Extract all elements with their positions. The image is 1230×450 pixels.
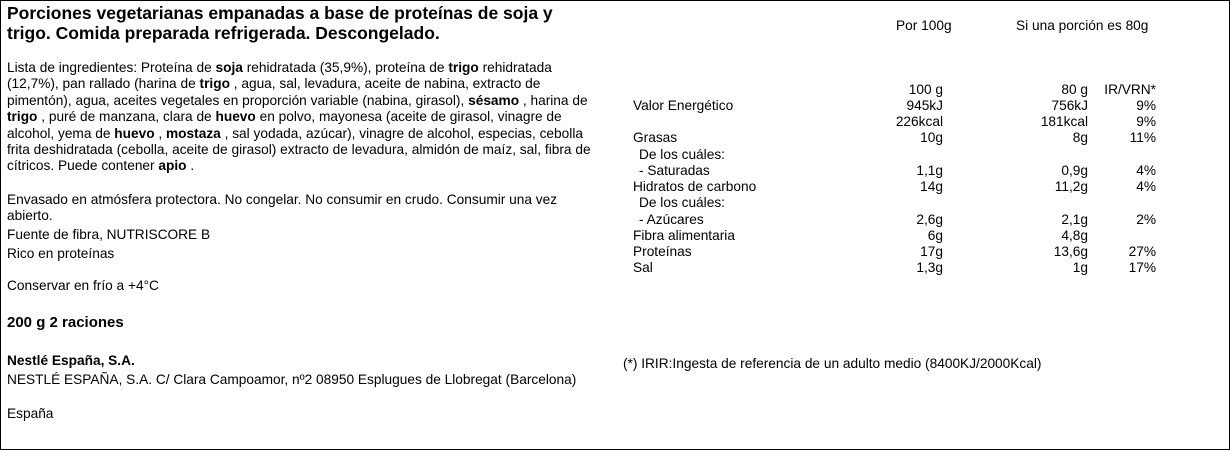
allergen-mostaza: mostaza	[166, 125, 221, 141]
nutrient-percent-ir: 4%	[1136, 179, 1156, 194]
allergen-huevo: huevo	[114, 125, 155, 141]
nutrient-value-80g: 8g	[1072, 130, 1088, 145]
nutrition-header-portion: Si una porción es 80g	[1016, 18, 1149, 33]
ingredients-text: Proteína de	[140, 60, 216, 75]
nutrition-subheader-80g: 80 g	[1061, 82, 1088, 97]
nutrient-percent-ir: 17%	[1128, 260, 1156, 275]
nutrient-value-100g: 17g	[920, 244, 943, 259]
product-title-line-2: trigo. Comida preparada refrigerada. Descongelado.	[7, 23, 440, 43]
nutrient-label: Sal	[633, 260, 653, 275]
nutrient-value-100g: 2,6g	[916, 212, 943, 227]
nutrient-value-80g: 11,2g	[1054, 179, 1088, 194]
allergen-huevo: huevo	[215, 109, 256, 125]
nutrient-percent-ir: 4%	[1136, 163, 1156, 178]
nutrient-value-80g: 756kJ	[1051, 98, 1088, 113]
allergen-soja: soja	[215, 60, 243, 75]
ingredients-list	[7, 60, 607, 175]
country-of-origin: España	[7, 406, 54, 421]
allergen-sesamo: sésamo	[468, 92, 520, 108]
nutrient-value-80g: 181kcal	[1040, 114, 1088, 129]
nutrition-subheader-100g: 100 g	[908, 82, 943, 97]
nutrient-value-80g: 4,8g	[1061, 228, 1088, 243]
allergen-trigo: trigo	[7, 109, 38, 125]
nutrient-value-80g: 2,1g	[1061, 212, 1088, 227]
allergen-trigo: trigo	[199, 76, 230, 92]
company-address: NESTLÉ ESPAÑA, S.A. C/ Clara Campoamor, nº2 08950 Esplugues de Llobregat (Barcelona)	[7, 372, 577, 387]
nutrient-value-100g: 945kJ	[906, 98, 943, 113]
ingredients-label: Lista de ingredientes:	[7, 60, 141, 75]
storage-line-2: abierto.	[7, 208, 53, 223]
ingredients-text: rehidratada (35,9%), proteína de	[242, 60, 449, 75]
nutrition-subheader-irvrn: IR/VRN*	[1104, 82, 1156, 97]
nutrient-percent-ir: 2%	[1136, 212, 1156, 227]
nutrient-value-100g: 10g	[920, 130, 943, 145]
nutrient-value-100g: 226kcal	[895, 114, 943, 129]
allergen-apio: apio	[158, 158, 187, 174]
nutrient-label: De los cuáles:	[639, 195, 725, 210]
ingredients-text: , harina de	[519, 92, 588, 108]
ingredients-text: rehidratada (12,7%), pan rallado (harina de	[7, 60, 552, 92]
protein-claim: Rico en proteínas	[7, 246, 115, 261]
nutrient-value-100g: 1,1g	[916, 163, 943, 178]
ingredients-text: en polvo, mayonesa (aceite de girasol, vinagre de alcohol, yema de	[7, 109, 562, 141]
allergen-trigo: trigo	[448, 60, 479, 75]
nutrient-percent-ir: 9%	[1136, 98, 1156, 113]
nutrient-label: - Saturadas	[639, 163, 710, 178]
ingredients-text: , puré de manzana, clara de	[37, 109, 216, 125]
storage-line-1: Envasado en atmósfera protectora. No congelar. No consumir en crudo. Consumir una vez	[7, 192, 558, 207]
nutrient-percent-ir: 11%	[1129, 130, 1156, 145]
nutrient-percent-ir: 27%	[1128, 244, 1156, 259]
nutrient-value-80g: 13,6g	[1053, 244, 1088, 259]
ingredients-text: , sal yodada, azúcar), vinagre de alcohol, especias, cebolla frita deshidratada (cebolla, aceite de girasol) extracto de levadura, almidón de maíz, sal, fibra de cítricos. Puede contener	[7, 125, 591, 174]
nutrient-value-100g: 14g	[920, 179, 943, 194]
conservation-instruction: Conservar en frío a +4°C	[7, 278, 159, 293]
ingredients-text: ,	[154, 125, 167, 141]
nutrient-label: Valor Energético	[633, 98, 734, 113]
nutrition-footnote: (*) IRIR:Ingesta de referencia de un adulto medio (8400KJ/2000Kcal)	[623, 356, 1042, 371]
net-weight: 200 g 2 raciones	[7, 314, 124, 331]
nutrient-label: - Azúcares	[639, 212, 704, 227]
product-title-line-1: Porciones vegetarianas empanadas a base de proteínas de soja y	[7, 3, 553, 23]
ingredients-text: , agua, sal, levadura, aceite de nabina, extracto de pimentón), agua, aceites vegetales en proporción variable (nabina, girasol),	[7, 76, 541, 108]
nutrient-value-100g: 1,3g	[916, 260, 943, 275]
nutrient-value-100g: 6g	[927, 228, 943, 243]
nutrient-label: Grasas	[633, 130, 678, 145]
nutrient-label: Fibra alimentaria	[633, 228, 735, 243]
nutrition-header-per-100g: Por 100g	[896, 18, 952, 33]
ingredients-text: .	[186, 158, 195, 174]
nutrient-label: Hidratos de carbono	[633, 179, 757, 194]
nutrient-label: De los cuáles:	[639, 147, 725, 162]
nutrient-label: Proteínas	[633, 244, 692, 259]
nutrient-percent-ir: 9%	[1136, 114, 1156, 129]
fibre-claim: Fuente de fibra, NUTRISCORE B	[7, 227, 211, 242]
nutrient-value-80g: 0,9g	[1061, 163, 1088, 178]
nutrient-value-80g: 1g	[1072, 260, 1088, 275]
company-name: Nestlé España, S.A.	[7, 353, 135, 368]
